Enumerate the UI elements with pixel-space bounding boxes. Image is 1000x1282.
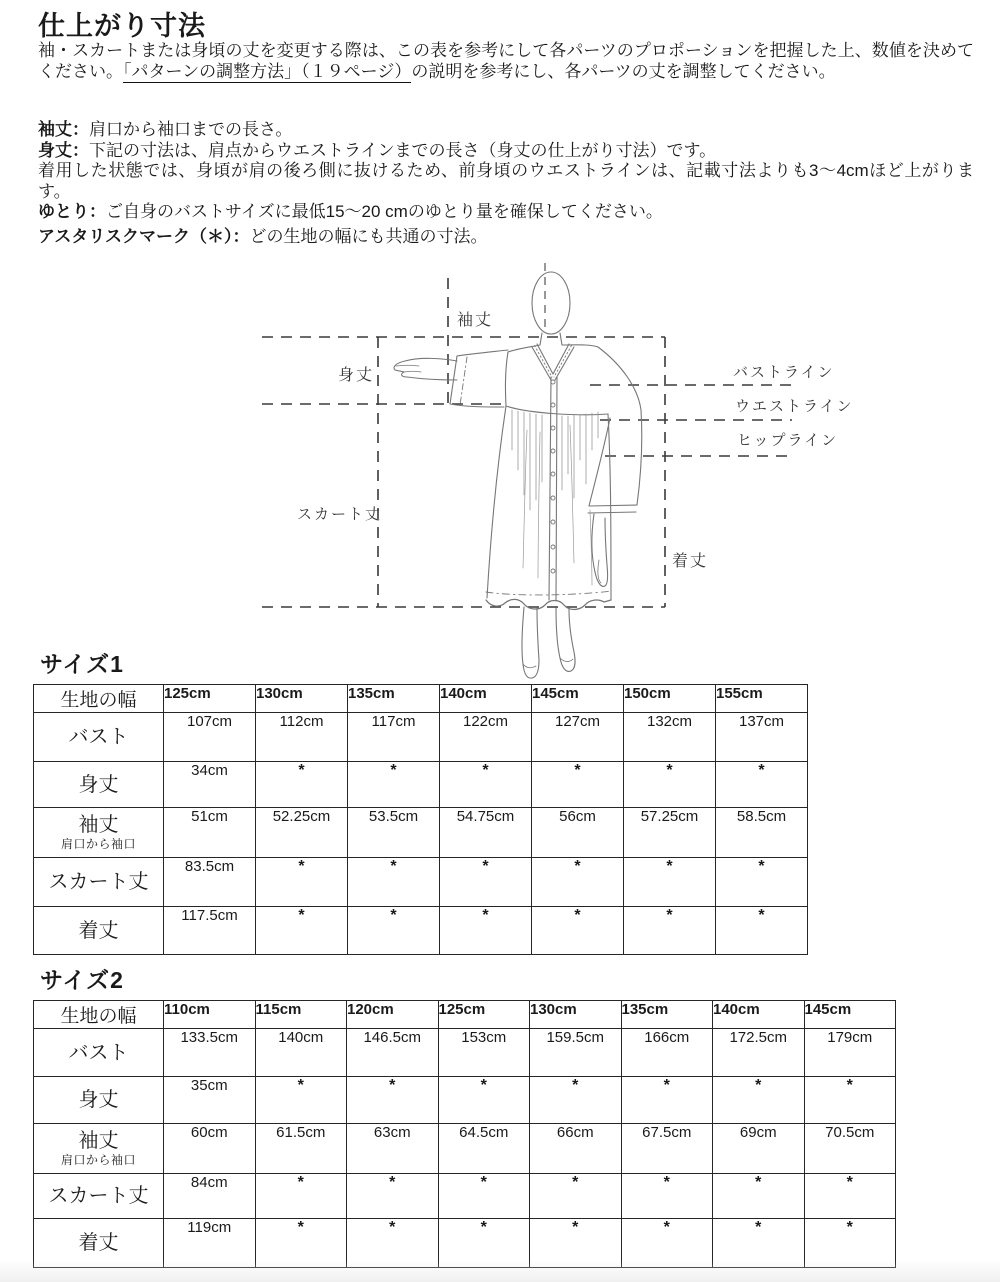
definition-text: 着用した状態では、身頃が肩の後ろ側に抜けるため、前身頃のウエストラインは、記載寸法よりも3～4cmほど上がります。 <box>38 161 974 201</box>
definition-line <box>38 120 974 141</box>
fabric-width-header: 115cm <box>255 1001 347 1029</box>
size2-table-container <box>33 1000 896 1268</box>
measurement-value: 51cm <box>164 808 256 858</box>
common-value-asterisk: * <box>716 858 808 907</box>
row-label-text: 袖丈 <box>78 1129 119 1152</box>
row-label-text: 身丈 <box>78 1089 119 1111</box>
common-value-asterisk: * <box>255 1077 347 1124</box>
common-value-asterisk: * <box>440 858 532 907</box>
common-value-asterisk: * <box>716 907 808 955</box>
row-label-text: 袖丈 <box>78 813 119 836</box>
table-row <box>34 808 808 858</box>
table-row <box>34 762 808 808</box>
definition-term: アスタリスクマーク（＊）： <box>38 226 250 246</box>
definition-term: 身丈： <box>38 140 89 160</box>
common-value-asterisk: * <box>256 762 348 808</box>
size1-table-container <box>33 684 808 955</box>
measurement-value: 53.5cm <box>348 808 440 858</box>
common-value-asterisk: * <box>713 1219 805 1268</box>
measurement-value: 35cm <box>164 1077 256 1124</box>
measurement-value: 67.5cm <box>621 1124 713 1174</box>
fabric-width-header: 125cm <box>438 1001 530 1029</box>
measurement-row-label <box>34 1029 164 1077</box>
row-label-text: 着丈 <box>78 919 119 942</box>
measurement-diagram <box>0 260 1000 680</box>
common-value-asterisk: * <box>348 762 440 808</box>
measurement-row-label <box>34 808 164 858</box>
common-value-asterisk: * <box>804 1174 896 1219</box>
bust-line-label: バストライン <box>733 364 835 381</box>
measurement-value: 64.5cm <box>438 1124 530 1174</box>
measurement-value: 66cm <box>530 1124 622 1174</box>
common-value-asterisk: * <box>621 1077 713 1124</box>
page-title: 仕上がり寸法 <box>38 11 206 41</box>
fabric-width-header: 145cm <box>532 685 624 713</box>
measurement-row-label <box>34 1174 164 1219</box>
measurement-row-label <box>34 762 164 808</box>
measurement-value: 140cm <box>255 1029 347 1077</box>
measurement-value: 84cm <box>164 1174 256 1219</box>
pattern-adjustment-reference: 「パターンの調整方法」（１９ページ） <box>123 62 412 81</box>
definition-text: ご自身のバストサイズに最低15～20 cmのゆとり量を確保してください。 <box>106 202 663 221</box>
common-value-asterisk: * <box>440 762 532 808</box>
common-value-asterisk: * <box>532 762 624 808</box>
measurement-value: 119cm <box>164 1219 256 1268</box>
row-label-text: スカート丈 <box>48 871 149 893</box>
common-value-asterisk: * <box>532 858 624 907</box>
common-value-asterisk: * <box>256 907 348 955</box>
table-row <box>34 1174 896 1219</box>
intro-text-after: の説明を参考にし、各パーツの丈を調整してください。 <box>411 62 836 81</box>
measurement-value: 122cm <box>440 713 532 762</box>
common-value-asterisk: * <box>530 1174 622 1219</box>
row-label-subtext: 肩口から袖口 <box>60 1152 136 1167</box>
table-row <box>34 858 808 907</box>
fabric-width-header: 130cm <box>256 685 348 713</box>
common-value-asterisk: * <box>347 1077 439 1124</box>
common-value-asterisk: * <box>621 1219 713 1268</box>
common-value-asterisk: * <box>713 1174 805 1219</box>
measurement-value: 112cm <box>256 713 348 762</box>
table-row <box>34 907 808 955</box>
measurement-value: 159.5cm <box>530 1029 622 1077</box>
skirt-length-label: スカート丈 <box>297 506 383 523</box>
body-length-label: 身丈 <box>338 367 375 384</box>
size1-table <box>33 684 808 955</box>
common-value-asterisk: * <box>804 1077 896 1124</box>
size2-table <box>33 1000 896 1268</box>
fabric-width-corner-label: 生地の幅 <box>34 685 164 713</box>
common-value-asterisk: * <box>438 1077 530 1124</box>
intro-paragraph <box>38 40 974 82</box>
measurement-value: 132cm <box>624 713 716 762</box>
common-value-asterisk: * <box>347 1174 439 1219</box>
common-value-asterisk: * <box>530 1077 622 1124</box>
measurement-value: 172.5cm <box>713 1029 805 1077</box>
measurement-row-label <box>34 858 164 907</box>
fabric-width-header: 125cm <box>164 685 256 713</box>
measurement-row-label <box>34 713 164 762</box>
measurement-value: 54.75cm <box>440 808 532 858</box>
measurement-value: 60cm <box>164 1124 256 1174</box>
definition-line <box>38 161 974 202</box>
common-value-asterisk: * <box>624 858 716 907</box>
scan-edge-shading <box>0 1260 1000 1282</box>
measurement-row-label <box>34 1077 164 1124</box>
measurement-value: 153cm <box>438 1029 530 1077</box>
common-value-asterisk: * <box>256 858 348 907</box>
measurement-row-label <box>34 1124 164 1174</box>
common-value-asterisk: * <box>348 907 440 955</box>
waist-line-label: ウエストライン <box>735 398 854 415</box>
size1-heading: サイズ1 <box>40 651 124 677</box>
common-value-asterisk: * <box>624 907 716 955</box>
row-label-text: バスト <box>68 1041 129 1064</box>
fabric-width-header: 145cm <box>804 1001 896 1029</box>
common-value-asterisk: * <box>438 1174 530 1219</box>
measurement-value: 127cm <box>532 713 624 762</box>
fabric-width-header: 150cm <box>624 685 716 713</box>
common-value-asterisk: * <box>804 1219 896 1268</box>
hip-line-label: ヒップライン <box>737 432 839 449</box>
common-value-asterisk: * <box>438 1219 530 1268</box>
dress-figure-sketch <box>394 272 642 678</box>
common-value-asterisk: * <box>348 858 440 907</box>
total-length-label: 着丈 <box>672 553 709 570</box>
fabric-width-header: 135cm <box>621 1001 713 1029</box>
measurement-value: 107cm <box>164 713 256 762</box>
intro-text-before: 袖・スカートまたは身頃の丈を変更する際は、この表を参考にして各パーツのプロポーションを把握した上、数値を決めてください。 <box>38 41 974 81</box>
fabric-width-corner-label: 生地の幅 <box>34 1001 164 1029</box>
fabric-width-header: 140cm <box>713 1001 805 1029</box>
measurement-value: 69cm <box>713 1124 805 1174</box>
measurement-value: 83.5cm <box>164 858 256 907</box>
definition-text: どの生地の幅にも共通の寸法。 <box>249 226 488 246</box>
measurement-value: 70.5cm <box>804 1124 896 1174</box>
definition-line <box>38 141 974 162</box>
row-label-text: スカート丈 <box>48 1185 149 1207</box>
common-value-asterisk: * <box>530 1219 622 1268</box>
definition-line <box>38 202 974 223</box>
fabric-width-header: 135cm <box>348 685 440 713</box>
size2-heading: サイズ2 <box>40 967 124 993</box>
row-label-text: 身丈 <box>78 773 119 796</box>
measurement-value: 52.25cm <box>256 808 348 858</box>
common-value-asterisk: * <box>713 1077 805 1124</box>
measurement-value: 34cm <box>164 762 256 808</box>
common-value-asterisk: * <box>347 1219 439 1268</box>
common-value-asterisk: * <box>255 1219 347 1268</box>
fabric-width-header: 130cm <box>530 1001 622 1029</box>
fabric-width-header: 140cm <box>440 685 532 713</box>
measurement-value: 137cm <box>716 713 808 762</box>
measurement-value: 57.25cm <box>624 808 716 858</box>
common-value-asterisk: * <box>716 762 808 808</box>
measurement-value: 58.5cm <box>716 808 808 858</box>
table-row <box>34 1029 896 1077</box>
definition-text: 下記の寸法は、肩点からウエストラインまでの長さ（身丈の仕上がり寸法）です。 <box>89 140 717 160</box>
common-value-asterisk: * <box>621 1174 713 1219</box>
common-value-asterisk: * <box>440 907 532 955</box>
table-row <box>34 1077 896 1124</box>
measurement-value: 61.5cm <box>255 1124 347 1174</box>
definition-line <box>38 227 974 248</box>
measurement-value: 166cm <box>621 1029 713 1077</box>
fabric-width-header: 110cm <box>164 1001 256 1029</box>
measurement-row-label <box>34 907 164 955</box>
definition-text: 肩口から袖口までの長さ。 <box>89 120 293 139</box>
fabric-width-header: 120cm <box>347 1001 439 1029</box>
common-value-asterisk: * <box>532 907 624 955</box>
fabric-width-header: 155cm <box>716 685 808 713</box>
measurement-value: 133.5cm <box>164 1029 256 1077</box>
row-label-text: バスト <box>68 726 129 748</box>
measurement-value: 117cm <box>348 713 440 762</box>
row-label-subtext: 肩口から袖口 <box>60 836 136 851</box>
table-row <box>34 713 808 762</box>
row-label-text: 着丈 <box>78 1232 119 1254</box>
table-row <box>34 1124 896 1174</box>
sleeve-length-label: 袖丈 <box>457 312 494 329</box>
common-value-asterisk: * <box>624 762 716 808</box>
measurement-value: 56cm <box>532 808 624 858</box>
measurement-value: 179cm <box>804 1029 896 1077</box>
measurement-value: 146.5cm <box>347 1029 439 1077</box>
measurement-value: 117.5cm <box>164 907 256 955</box>
common-value-asterisk: * <box>255 1174 347 1219</box>
definition-term: 袖丈： <box>38 120 89 139</box>
definitions-block <box>38 120 974 247</box>
definition-term: ゆとり： <box>38 202 106 221</box>
dress-sketch-and-guides <box>0 260 1000 680</box>
measurement-value: 63cm <box>347 1124 439 1174</box>
